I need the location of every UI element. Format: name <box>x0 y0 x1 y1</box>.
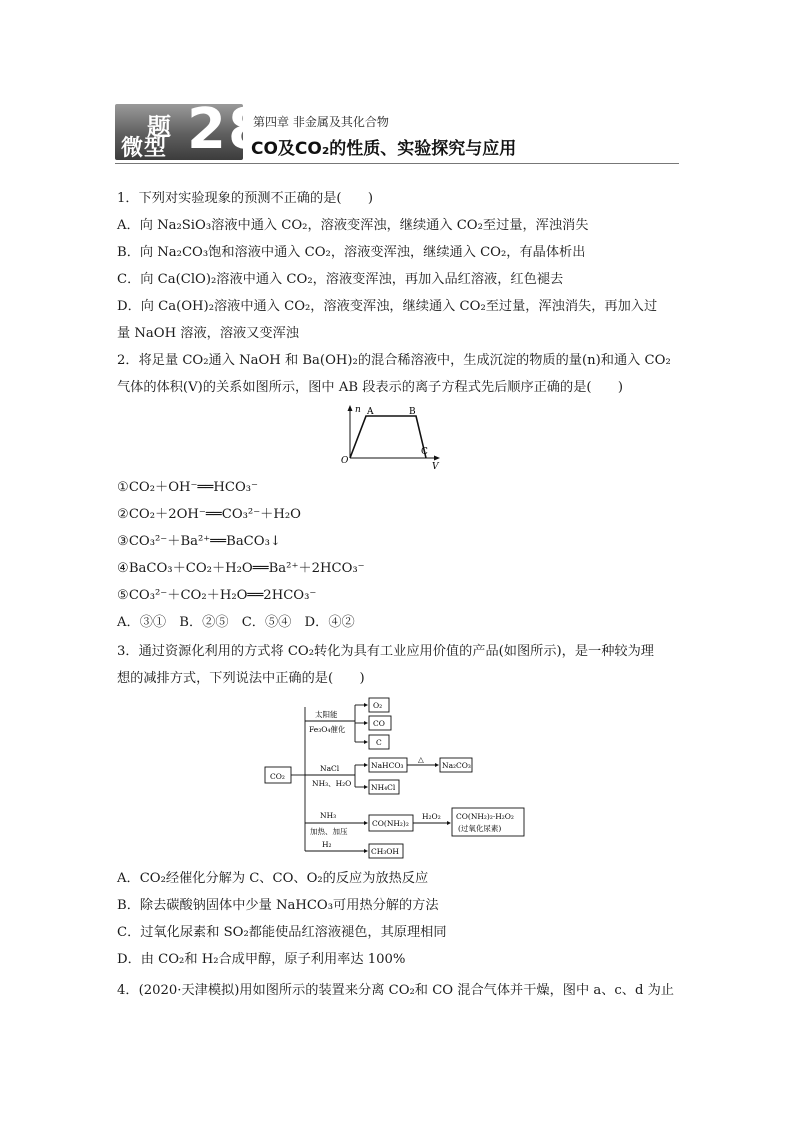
y-axis-label: n <box>355 405 361 415</box>
precipitate-volume-graph <box>336 403 448 473</box>
q3-stem-line2: 想的减排方式，下列说法中正确的是( ) <box>117 671 365 686</box>
branch1-condition-2: Fe₃O₄催化 <box>309 725 346 734</box>
badge-number: 28 <box>187 97 269 162</box>
badge-label-2: 微型 <box>121 136 168 161</box>
peroxide-urea-formula: CO(NH₂)₂·H₂O₂ <box>456 812 514 821</box>
y-axis-arrow <box>348 405 353 411</box>
x-axis-arrow <box>434 456 440 461</box>
x-axis-label: V <box>432 462 439 472</box>
branch3-condition-2: 加热、加压 <box>310 827 348 836</box>
arrowhead <box>364 721 368 725</box>
badge-label-1: 题 <box>147 113 172 141</box>
methanol-label: CH₃OH <box>371 847 399 856</box>
q1-option-b: B．向 Na₂CO₃饱和溶液中通入 CO₂，溶液变浑浊，继续通入 CO₂，有晶体析出 <box>117 245 586 260</box>
o2-label: O₂ <box>373 701 383 710</box>
peroxide-urea-name: (过氧化尿素) <box>458 824 502 833</box>
q3-option-b: B．除去碳酸钠固体中少量 NaHCO₃可用热分解的方法 <box>117 898 439 913</box>
q1-stem: 1．下列对实验现象的预测不正确的是( ) <box>117 191 374 206</box>
q1-option-a: A．向 Na₂SiO₃溶液中通入 CO₂，溶液变浑浊，继续通入 CO₂至过量，浑浊消失 <box>117 218 589 233</box>
q2-stem-line2: 气体的体积(V)的关系如图所示，图中 AB 段表示的离子方程式先后顺序正确的是( ) <box>117 380 624 395</box>
q2-options: A．③① B．②⑤ C．⑤④ D．④② <box>117 615 355 630</box>
co2-conversion-flowchart <box>260 695 530 865</box>
curve-line <box>350 416 426 458</box>
q3-option-a: A．CO₂经催化分解为 C、CO、O₂的反应为放热反应 <box>117 871 429 886</box>
co2-label: CO₂ <box>270 772 285 781</box>
q1-option-d-line1: D．向 Ca(OH)₂溶液中通入 CO₂，溶液变浑浊，继续通入 CO₂至过量，浑浊消失，再加入过 <box>117 299 658 314</box>
branch2-condition-1: NaCl <box>320 764 340 773</box>
q4-stem-line1: 4．(2020·天津模拟)用如图所示的装置来分离 CO₂和 CO 混合气体并干燥，图中 a、c、d 为止 <box>117 983 674 998</box>
arrowhead <box>435 763 439 767</box>
origin-label: O <box>341 456 349 466</box>
q3-stem-line1: 3．通过资源化利用的方式将 CO₂转化为具有工业应用价值的产品(如图所示)，是一种较为理 <box>117 644 654 659</box>
q2-equation-4: ④BaCO₃＋CO₂＋H₂O══Ba²⁺＋2HCO₃⁻ <box>117 561 365 576</box>
section-header <box>115 97 679 164</box>
point-c-label: C <box>421 447 428 457</box>
page-title: CO及CO₂的性质、实验探究与应用 <box>251 139 517 159</box>
point-a-label: A <box>367 407 374 417</box>
q3-option-d: D．由 CO₂和 H₂合成甲醇，原子利用率达 100% <box>117 952 406 967</box>
c-label: C <box>376 738 382 747</box>
na2co3-label: Na₂CO₃ <box>442 761 471 770</box>
topic-badge <box>115 97 269 162</box>
arrowhead <box>364 703 368 707</box>
nahco3-label: NaHCO₃ <box>371 761 404 770</box>
branch2-condition-2: NH₃、H₂O <box>312 779 352 788</box>
arrowhead <box>364 785 368 789</box>
q2-equation-2: ②CO₂＋2OH⁻══CO₃²⁻＋H₂O <box>117 507 301 522</box>
branch3-condition-1: NH₃ <box>320 811 337 820</box>
urea-label: CO(NH₂)₂ <box>372 819 409 828</box>
q2-equation-5: ⑤CO₃²⁻＋CO₂＋H₂O══2HCO₃⁻ <box>117 588 317 603</box>
branch1-condition-1: 太阳能 <box>315 710 338 719</box>
q2-equation-3: ③CO₃²⁻＋Ba²⁺══BaCO₃↓ <box>117 534 281 549</box>
co-label: CO <box>373 719 385 728</box>
branch4-condition: H₂ <box>322 840 332 849</box>
heat-symbol: △ <box>418 755 424 764</box>
header-divider <box>115 163 679 164</box>
arrowhead <box>364 821 368 825</box>
q2-equation-1: ①CO₂＋OH⁻══HCO₃⁻ <box>117 480 258 495</box>
q1-option-d-line2: 量 NaOH 溶液，溶液又变浑浊 <box>117 326 299 341</box>
h2o2-label: H₂O₂ <box>422 812 441 821</box>
nh4cl-label: NH₄Cl <box>371 783 396 792</box>
q3-option-c: C．过氧化尿素和 SO₂都能使品红溶液褪色，其原理相同 <box>117 925 447 940</box>
chapter-label: 第四章 非金属及其化合物 <box>253 115 389 129</box>
q2-stem-line1: 2．将足量 CO₂通入 NaOH 和 Ba(OH)₂的混合稀溶液中，生成沉淀的物质的量(n)和通入 CO₂ <box>117 353 671 368</box>
arrowhead <box>364 763 368 767</box>
arrowhead <box>447 821 451 825</box>
arrowhead <box>364 740 368 744</box>
arrowhead <box>364 849 368 853</box>
point-b-label: B <box>409 407 416 417</box>
q1-option-c: C．向 Ca(ClO)₂溶液中通入 CO₂，溶液变浑浊，再加入品红溶液，红色褪去 <box>117 272 564 287</box>
